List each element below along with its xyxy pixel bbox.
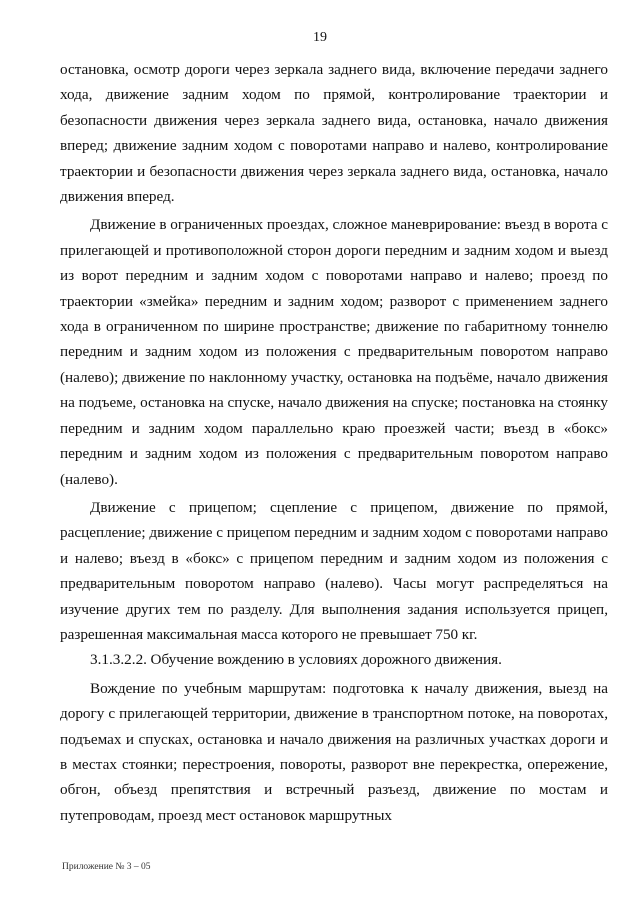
paragraph-reverse-driving: остановка, осмотр дороги через зеркала заднего вида, включение передачи заднего хода, движение задним ходом по прямой, контролирование траектории и безопасности движения через зеркала заднего вида, остановка, начало движения вперед; движение задним ходом с поворотами направо и налево, контролирование траектории и безопасности движения через зеркала заднего вида, остановка, начало движения вперед. <box>60 61 608 206</box>
footer-appendix-label: Приложение № 3 – 05 <box>62 862 151 872</box>
document-body <box>60 57 608 828</box>
paragraph-restricted-passages: Движение в ограниченных проездах, сложное маневрирование: въезд в ворота с прилегающей и противоположной сторон дороги передним и задним ходом и выезд из ворот передним и задним ходом с поворотами направо и налево; проезд по траектории «змейка» передним и задним ходом; разворот с применением заднего хода в ограниченном по ширине пространстве; движение по габаритному тоннелю передним и задним ходом из положения с предварительным поворотом направо (налево); движение по наклонному участку, остановка на подъёме, начало движения на подъеме, остановка на спуске, начало движения на спуске; постановка на стоянку передним и задним ходом параллельно краю проезжей части; въезд в «бокс» передним и задним ходом из положения с предварительным поворотом направо (налево). <box>60 216 608 488</box>
section-heading-road-traffic: 3.1.3.2.2. Обучение вождению в условиях дорожного движения. <box>90 651 502 669</box>
page-number: 19 <box>313 30 327 45</box>
paragraph-trailer-driving: Движение с прицепом; сцепление с прицепом, движение по прямой, расцепление; движение с прицепом передним и задним ходом с поворотами направо и налево; въезд в «бокс» с прицепом передним и задним ходом из положения с предварительным поворотом направо (налево). Часы могут распределяться на изучение других тем по разделу. Для выполнения задания используется прицеп, разрешенная максимальная масса которого не превышает 750 кг. <box>60 498 608 643</box>
paragraph-training-routes: Вождение по учебным маршрутам: подготовка к началу движения, выезд на дорогу с прилегающей территории, движение в транспортном потоке, на поворотах, подъемах и спусках, остановка и начало движения на различных участках дороги и в местах стоянки; перестроения, повороты, разворот вне перекрестка, опережение, обгон, объезд препятствия и встречный разъезд, движение по мостам и путепроводам, проезд мест остановок маршрутных <box>60 679 608 824</box>
